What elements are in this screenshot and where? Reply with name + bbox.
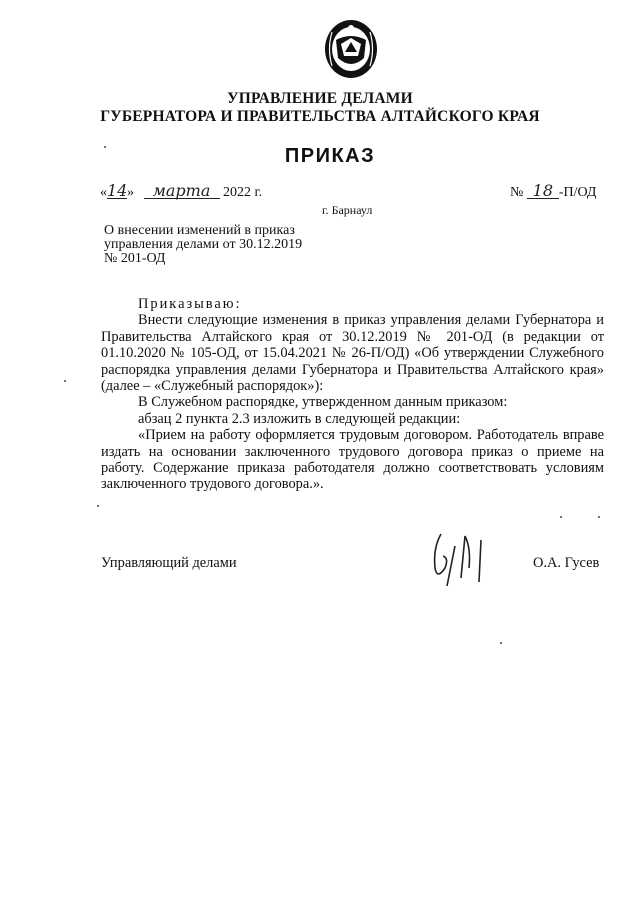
signatory-position: Управляющий делами <box>101 555 237 571</box>
handwritten-signature-icon <box>425 528 497 592</box>
document-body <box>101 296 604 493</box>
scan-speck <box>500 642 502 644</box>
scan-speck <box>97 505 99 507</box>
body-paragraph-4: «Прием на работу оформляется трудовым договором. Работодатель вправе издать на основании заключенного трудового договора приказ о приеме на работу. Содержание приказа работодателя должно соответствовать условиям заключенного трудового договора.». <box>101 427 604 493</box>
org-name-line2: ГУБЕРНАТОРА И ПРАВИТЕЛЬСТВА АЛТАЙСКОГО КРАЯ <box>100 108 540 125</box>
org-name-line1: УПРАВЛЕНИЕ ДЕЛАМИ <box>227 90 413 107</box>
scan-speck <box>104 146 106 148</box>
body-paragraph-2: В Служебном распорядке, утвержденном данным приказом: <box>138 394 508 411</box>
document-subject <box>104 224 344 266</box>
number-value: 18 <box>527 183 559 199</box>
document-date <box>100 183 262 201</box>
date-year: 2022 г. <box>223 185 263 200</box>
subject-line2: управления делами от 30.12.2019 <box>104 237 303 252</box>
number-prefix: № <box>510 185 524 200</box>
coat-of-arms-icon <box>323 18 379 80</box>
signatory-name: О.А. Гусев <box>533 555 600 571</box>
order-directive: Приказываю: <box>138 296 242 312</box>
date-day: 14 <box>107 181 128 200</box>
number-suffix: -П/ОД <box>558 185 597 200</box>
document-title: ПРИКАЗ <box>284 145 376 167</box>
date-quote-close: » <box>127 185 134 200</box>
date-quote-open: « <box>100 185 107 200</box>
document-number <box>510 183 596 201</box>
date-month: марта <box>144 183 220 199</box>
body-paragraph-1: Внести следующие изменения в приказ управления делами Губернатора и Правительства Алтайского края от 30.12.2019 № 201-ОД (в редакции от 01.10.2020 № 105-ОД, от 15.04.2021 № 26-П/ОД) «Об утверждении Служебного распорядка управления делами Губернатора и Правительства Алтайского края» (далее – «Служебный распорядок»): <box>101 312 604 395</box>
subject-line1: О внесении изменений в приказ <box>104 223 295 238</box>
subject-line3: № 201-ОД <box>104 251 166 266</box>
scan-speck <box>64 380 66 382</box>
scan-speck <box>598 516 600 518</box>
scan-speck <box>560 516 562 518</box>
body-paragraph-3: абзац 2 пункта 2.3 изложить в следующей редакции: <box>138 410 461 427</box>
city: г. Барнаул <box>322 203 373 217</box>
